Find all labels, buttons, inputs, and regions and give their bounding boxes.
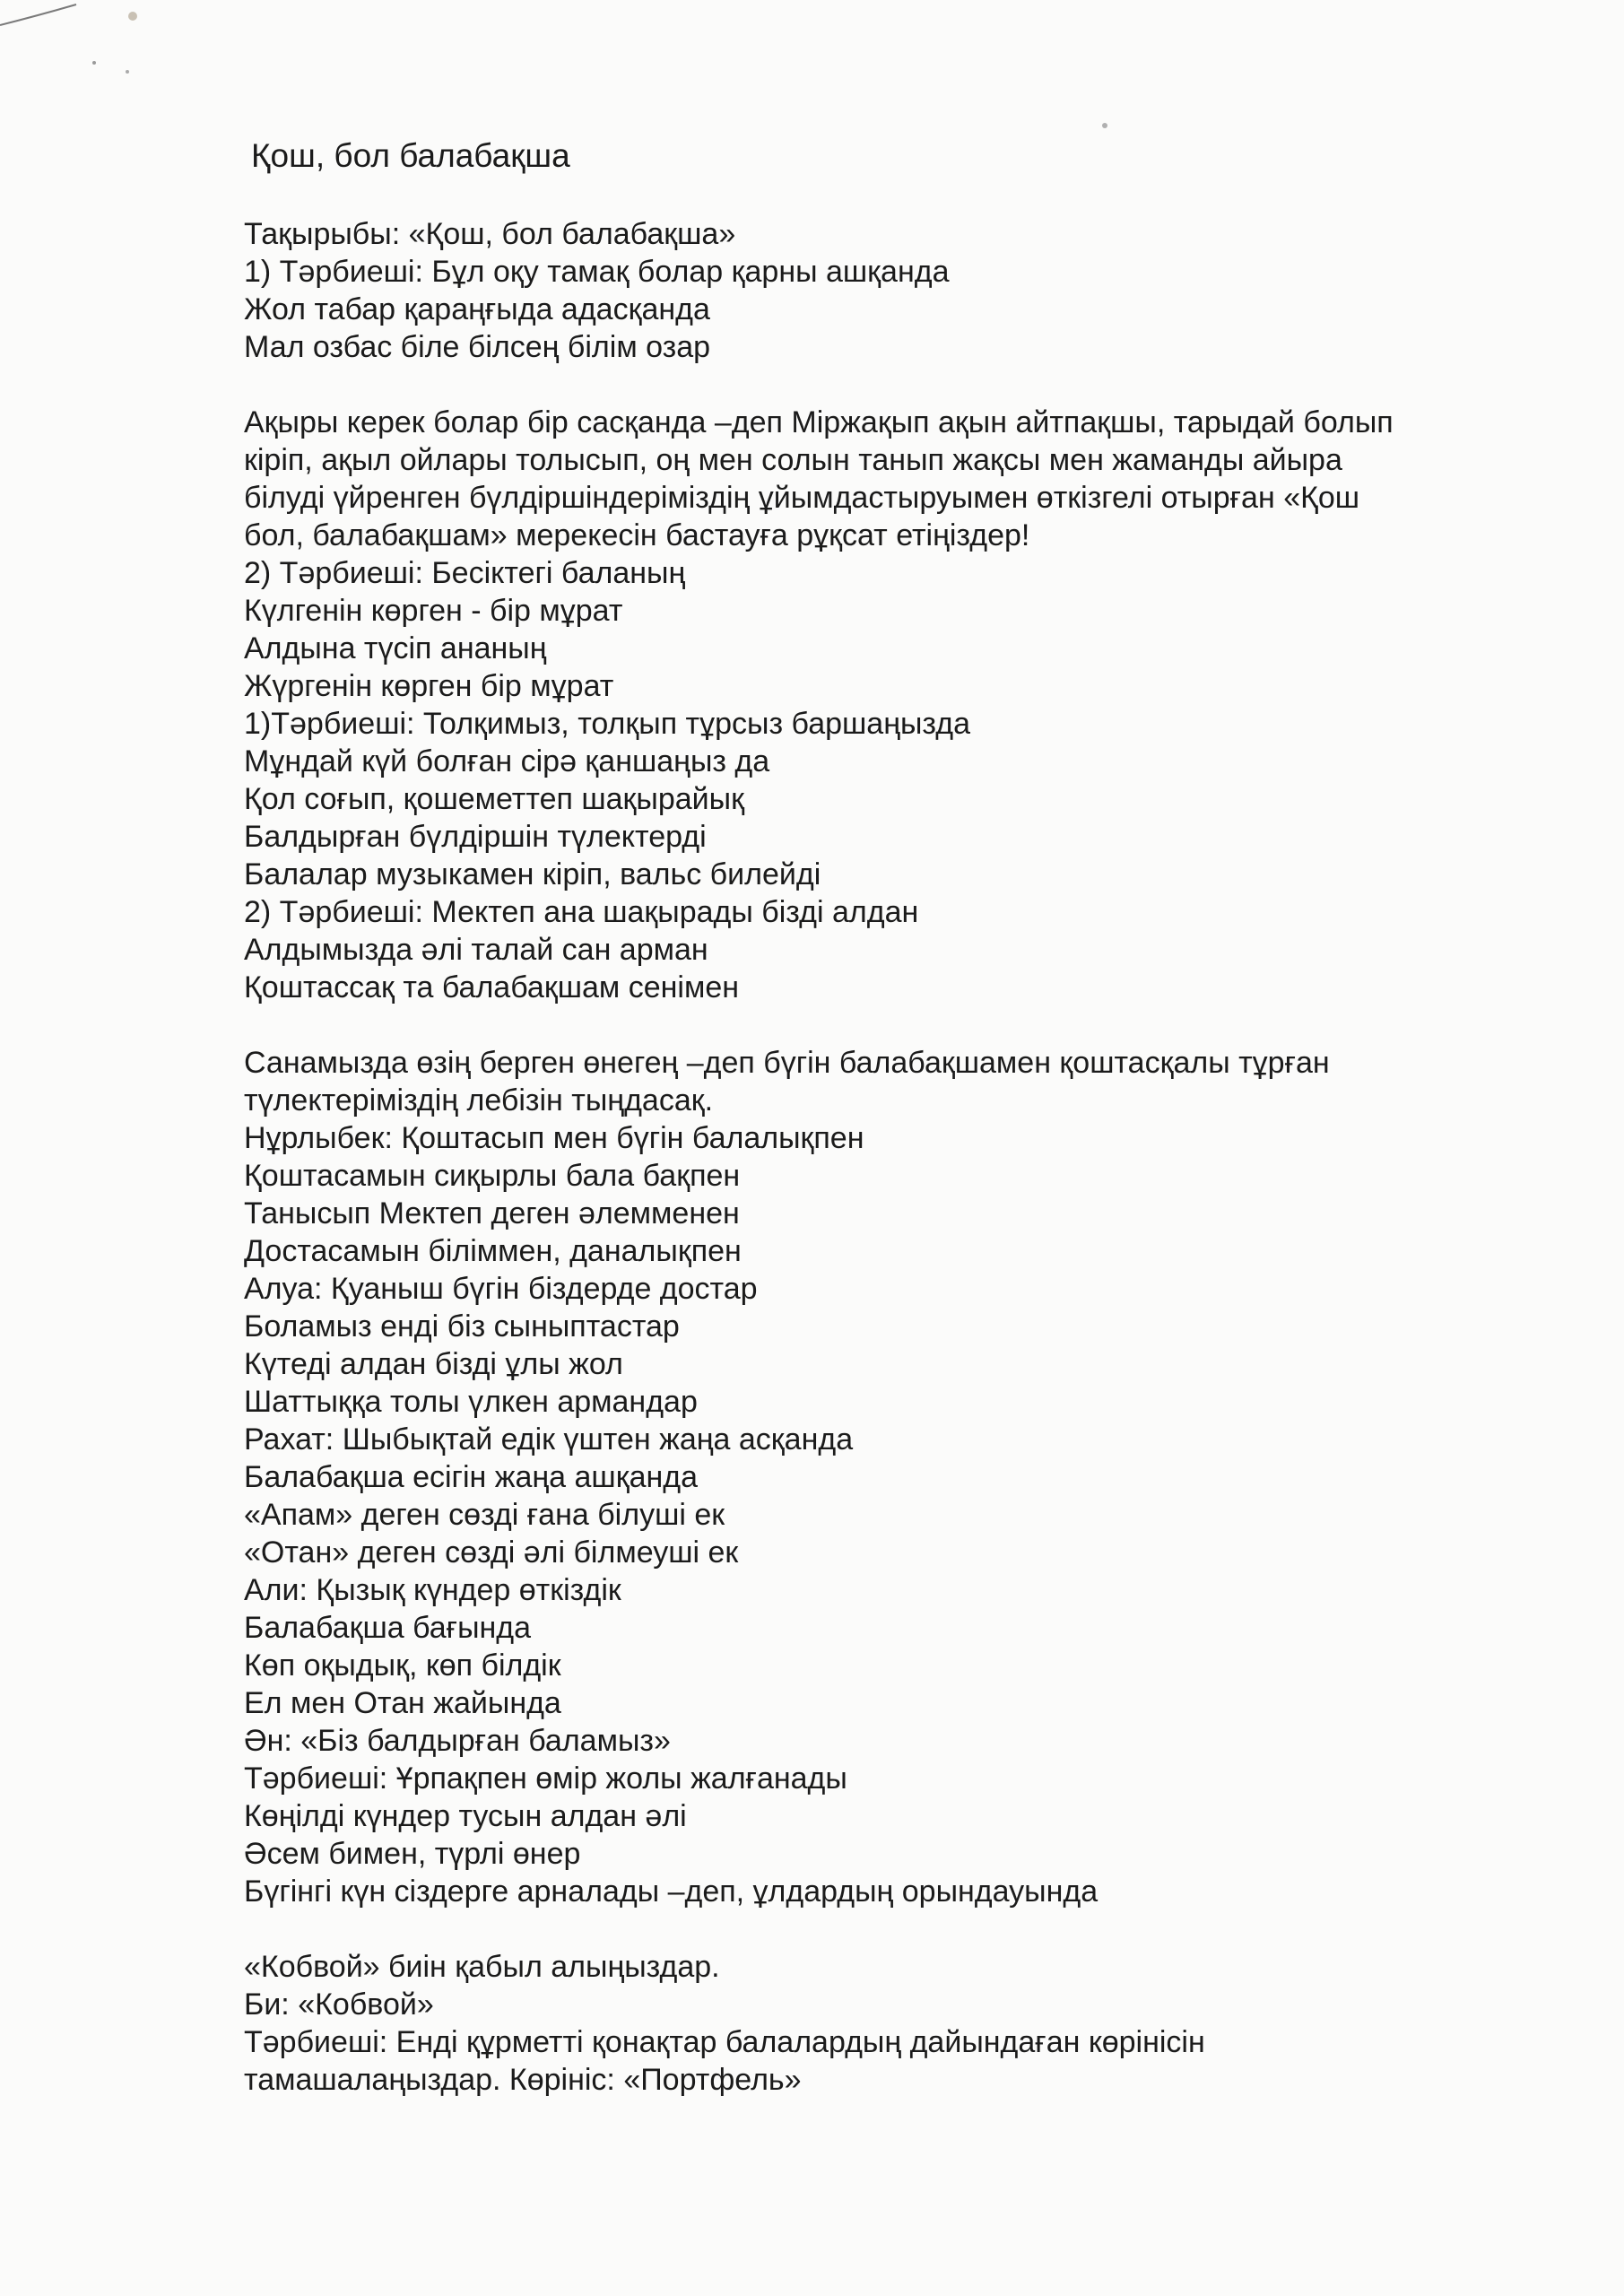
text-block [244,404,1517,1006]
document-body [244,135,1517,2136]
text-line: Ән: «Біз балдырған баламыз» [244,1724,671,1758]
text-line: Тақырыбы: «Қош, бол балабақша» [244,217,736,251]
text-block [244,1044,1517,1910]
text-line: 1) Тәрбиеші: Бұл оқу тамақ болар қарны ашқанда [244,255,950,289]
text-line: Балалар музыкамен кіріп, вальс билейді [244,857,821,891]
document-text [244,215,1517,2099]
text-line: Ақыры керек болар бір сасқанда –деп Міржақып ақын айтпақшы, тарыдай болып [244,405,1394,439]
text-line: Тәрбиеші: Ұрпақпен өмір жолы жалғанады [244,1761,847,1796]
text-line: «Апам» деген сөзді ғана білуші ек [244,1498,725,1532]
text-line: Боламыз енді біз сыныптастар [244,1309,680,1344]
text-line: Мал озбас біле білсең білім озар [244,330,711,364]
text-line: Алдына түсіп ананың [244,631,547,665]
text-line: Балабақша бағында [244,1611,532,1645]
text-line: Нұрлыбек: Қоштасып мен бүгін балалықпен [244,1121,864,1155]
text-line: «Отан» деген сөзді әлі білмеуші ек [244,1535,739,1570]
text-line: тамашалаңыздар. Көрініс: «Портфель» [244,2063,802,2097]
text-line: Жүргенін көрген бір мұрат [244,669,614,703]
text-line: түлектеріміздің лебізін тыңдасақ. [244,1083,714,1118]
text-line: Танысып Мектеп деген әлемменен [244,1196,740,1231]
text-line: 2) Тәрбиеші: Бесіктегі баланың [244,556,686,590]
text-line: Алуа: Қуаныш бүгін біздерде достар [244,1272,758,1306]
text-line: Алдымызда әлі талай сан арман [244,933,708,967]
text-line: 2) Тәрбиеші: Мектеп ана шақырады бізді алдан [244,895,919,929]
text-line: Санамызда өзің берген өнегең –деп бүгін балабақшамен қоштасқалы тұрған [244,1046,1330,1080]
text-line: Әсем бимен, түрлі өнер [244,1837,581,1871]
text-line: білуді үйренген бүлдіршіндеріміздің ұйымдастыруымен өткізгелі отырған «Қош [244,481,1360,515]
text-block [244,1948,1517,2099]
text-line: Көп оқыдық, көп білдік [244,1648,561,1683]
text-line: Қол соғып, қошеметтеп шақырайық [244,782,744,816]
text-line: кіріп, ақыл ойлары толысып, оң мен солын танып жақсы мен жаманды айыра [244,443,1342,477]
text-line: Мұндай күй болған сірә қаншаңыз да [244,744,770,778]
text-line: Көңілді күндер тусын алдан әлі [244,1799,687,1833]
text-line: Қоштасамын сиқырлы бала бақпен [244,1159,741,1193]
text-line: Достасамын біліммен, даналықпен [244,1234,742,1268]
text-block [244,215,1517,366]
text-line: Али: Қызық күндер өткіздік [244,1573,621,1607]
text-line: Балабақша есігін жаңа ашқанда [244,1460,698,1494]
text-line: Бүгінгі күн сіздерге арналады –деп, ұлдардың орындауында [244,1874,1099,1909]
text-line: бол, балабақшам» мерекесін бастауға рұқсат етіңіздер! [244,518,1030,552]
text-line: Ел мен Отан жайында [244,1686,561,1720]
text-line: Күтеді алдан бізді ұлы жол [244,1347,623,1381]
text-line: Тәрбиеші: Енді құрметті қонақтар балалардың дайындаған көрінісін [244,2025,1205,2059]
text-line: Қоштассақ та балабақшам сенімен [244,970,740,1004]
text-line: Жол табар қараңғыда адасқанда [244,292,710,326]
text-line: Балдырған бүлдіршін түлектерді [244,820,707,854]
text-line: 1)Тәрбиеші: Толқимыз, толқып тұрсыз баршаңызда [244,707,971,741]
text-line: Шаттыққа толы үлкен армандар [244,1385,698,1419]
text-line: Рахат: Шыбықтай едік үштен жаңа асқанда [244,1422,854,1457]
text-line: Күлгенін көрген - бір мұрат [244,594,623,628]
document-title: Қош, бол балабақша [251,137,570,174]
scan-artifact [0,0,1624,144]
text-line: Би: «Кобвой» [244,1987,434,2022]
text-line: «Кобвой» биін қабыл алыңыздар. [244,1950,720,1984]
